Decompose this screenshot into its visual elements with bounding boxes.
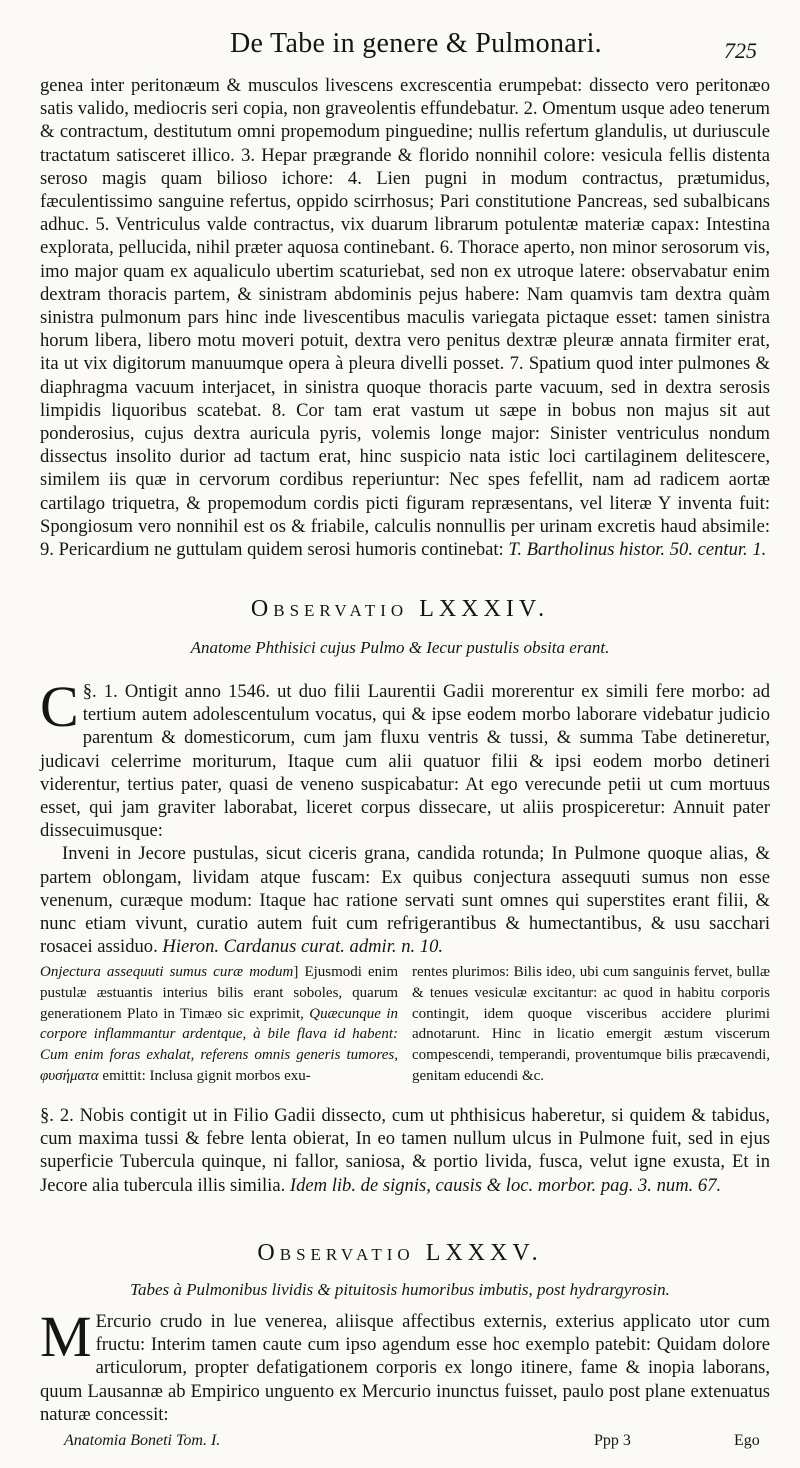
section-1-text-continued: Inveni in Jecore pustulas, sicut ciceris grana, candida rotunda; In Pulmone quoque alias, & partem oblongam, lividam atque fuscam: Ex quibus conjectura assequuti sumus non esse venenum, curæque modum: Itaque hac ratione servati sunt omnes qui superstites erant filii, & nunc etiam vivunt, curatio autem fuit cum refrigerantibus & humectantibus, & usu sacchari rosacei assiduo. (40, 843, 770, 958)
section-marker: §. 1. (82, 681, 118, 702)
page-number: 725 (724, 38, 757, 63)
catchword: Ego (734, 1432, 760, 1449)
observation-85-title: Observatio LXXXV. (257, 1240, 543, 1266)
greek-word: φυσήματα (40, 1067, 99, 1084)
annotation-plato-quote: Quæcunque in corpore inflammantur ardentque, à bile flava id habent: Cum enim foras exhalat, referens omnis generis tumores, (40, 1005, 398, 1064)
observation-84-subtitle: Anatome Phthisici cujus Pulmo & Iecur pustulis obsita erant. (190, 638, 610, 657)
footer-title: Anatomia Boneti Tom. I. (64, 1432, 221, 1449)
continuation-text: genea inter peritonæum & musculos livescens excrescentia erumpebat: dissecto vero peritonæo satis valido, mediocris seri copia, non graveolentis effundebatur. 2. Omentum usque adeo tenerum & contractum, destitutum omni propemodum pinguedine; nullis refertum glandulis, ut duriuscule tractatum satisceret illico. 3. Hepar prægrande & florido nonnihil colore: vesicula fellis distenta seroso magis quam bilioso ichore: 4. Lien pugni in modum contractus, prætumidus, fæculentissimo sanguine refertus, oppido scirrhosus; Pari constitutione Pancreas, sed subalbicans adhuc. 5. Ventriculus valde contractus, vix duarum librarum potulentæ materiæ capax: Intestina explorata, pellucida, nihil præter aquosa continebant. 6. Thorace aperto, non minor serosorum vis, imo major quam ex aqualiculo ubertim scaturiebat, sed non ex utroque latere: observabatur enim dextram thoracis partem, & sinistram abdominis pejus habere: Nam quamvis tam dextra quàm sinistra pulmonum pars hinc inde livescentibus maculis variegata pictaque esset: tamen sinistra horum libera, libero motu moveri potuit, dextra vero penitus dextræ pleuræ annata firmiter erat, ita ut vix digitorum manuumque opera à pleura divelli posset. 7. Spatium quod inter pulmones & diaphragma vacuum interjacet, in sinistra quoque thoracis parte vacuum, sed in dextra serosis limpidis liquoribus scatebat. 8. Cor tam erat vastum ut sæpe in bobus non majus sit aut ponderosius, cujus dextra auricula pyris, volemis longe major: Sinister ventriculus nondum dissectus insolito durior ad tactum erat, hinc suspicio nata istic loci cartilaginem delitescere, similem iis quæ in cervorum cordibus reperiuntur: Nec spes fefellit, nam ad radicem aortæ cartilago triquetra, & propemodum cordis picti figuram repræsentans, vel literæ Y inventa fuit: Spongiosum vero nonnihil est os & friabile, calculis nonnullis per urinam excretis haud absimile: 9. Pericardium ne guttulam quidem serosi humoris continebat: (40, 75, 770, 561)
annotation-right-text: rentes plurimos: Bilis ideo, ubi cum sanguinis fervet, bullæ & tenues vesiculæ excitantur: ac quod in habitu corporis contingit, idem quoque visceribus accidere plurimi adnotarunt. Hinc in licatio emergit æstum viscerum compescendi, temperandi, proventumque bilis præcavendi, genitam educendi &c. (412, 964, 770, 1084)
observation-84-section-2 (40, 1104, 770, 1197)
running-head: De Tabe in genere & Pulmonari. (230, 28, 602, 59)
section-1-text: Ontigit anno 1546. ut duo filii Laurentii Gadii morerentur ex simili fere morbo: ad tertium autem adolescentulum vocatus, qui & ipse eodem morbo laborare videbatur judicio parentum & domesticorum, cum jam fluxu ventris & tussi, & summa Tabe detineretur, judicavi celerrime moriturum, Itaque cum alii quatuor filii & ipsi eodem morbo detineri viderentur, tertius pater, quasi de veneno suspicabatur: At ego verecunde petii ut cum mortuus esset, qui jam graviter laborabat, liceret corpus dissecare, ut aliis prospiceretur: Annuit pater dissecuimusque: (40, 681, 770, 842)
observation-85-text-block (40, 1304, 770, 1426)
drop-cap-m: M (40, 1304, 92, 1369)
section-marker-2: §. 2. (40, 1105, 74, 1126)
citation-idem: Idem lib. de signis, causis & loc. morbor. pag. 3. num. 67. (289, 1174, 722, 1196)
annotation-columns (40, 962, 770, 1087)
annotation-left-text: ] Ejusmodi enim pustulæ æstuantis interius bilis erant soboles, quarum generationem Plato in Timæo sic exprimit, (40, 964, 398, 1022)
observation-84-title: Observatio LXXXIV. (250, 596, 550, 622)
continuation-paragraph (40, 74, 770, 561)
signature-mark: Ppp 3 (594, 1432, 631, 1449)
annotation-left-column (40, 962, 398, 1087)
citation-cardanus: Hieron. Cardanus curat. admir. n. 10. (162, 936, 444, 958)
annotation-lemma: Onjectura assequuti sumus curæ modum (40, 964, 294, 980)
observation-85-text: Ercurio crudo in lue venerea, aliisque affectibus externis, exterius applicato utor cum fructu: Interim tamen caute cum ipso agendum esse hoc exemplo patebit: Quidam dolore articulorum, propter defatigationem corporis ex longo itinere, fame & inopia laborans, quum Lausannæ ab Empirico unguento ex Mercurio inunctus fuisset, paulo post plane extenuatus naturæ concessit: (40, 1311, 770, 1425)
citation-bartholinus: T. Bartholinus histor. 50. centur. 1. (508, 539, 767, 561)
section-2-text: Nobis contigit ut in Filio Gadii dissecto, cum ut phthisicus haberetur, si quidem & tabidus, cum maxima tussi & febre lenta obierat, In eo tamen nullum ulcus in Pulmone fuit, sed in ejus superficie Tubercula quinque, ni fallor, saniosa, & portio livida, fusca, velut igne exusta, Et in Jecore alia tubercula illis similia. (40, 1105, 770, 1196)
observation-84-section-1 (40, 674, 770, 958)
annotation-left-end: emittit: Inclusa gignit morbos exu- (98, 1067, 311, 1084)
annotation-right-column (412, 962, 770, 1087)
drop-cap: C (40, 674, 79, 739)
observation-85-subtitle: Tabes à Pulmonibus lividis & pituitosis humoribus imbutis, post hydrargyrosin. (130, 1280, 670, 1299)
